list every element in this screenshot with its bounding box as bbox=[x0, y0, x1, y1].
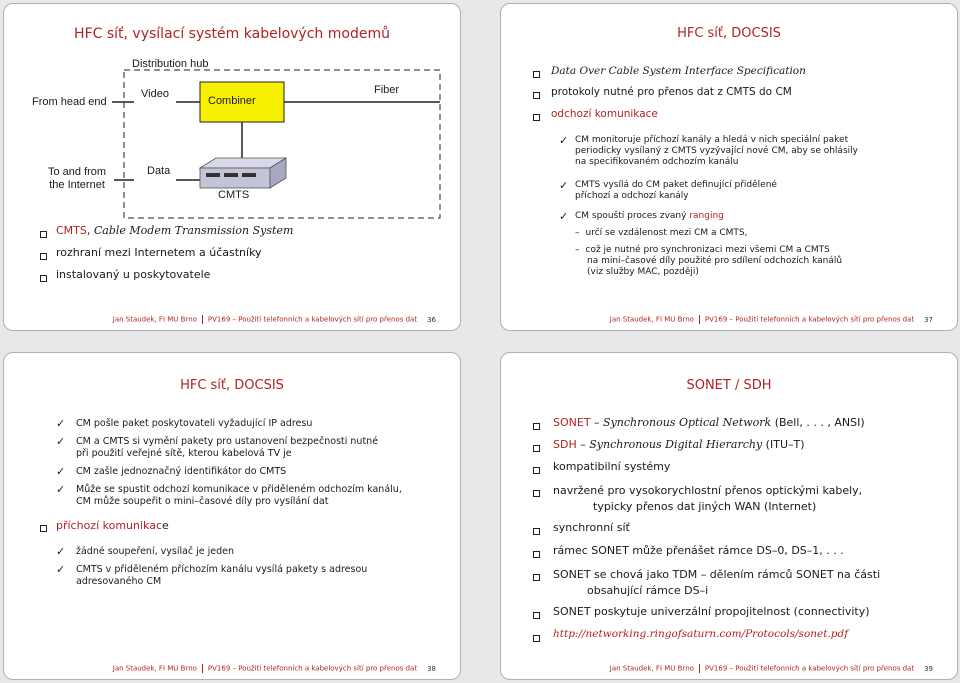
line: SONET se chová jako TDM – dělením rámců SONET na části bbox=[553, 568, 881, 581]
slide-footer bbox=[610, 315, 933, 324]
slide-38 bbox=[3, 352, 461, 680]
square-bullet-icon bbox=[533, 92, 540, 99]
check-icon: ✓ bbox=[56, 417, 66, 430]
line: periodicky vysílaný z CMTS vyzývající nové CM, aby se ohlásily bbox=[575, 146, 858, 156]
cmts-label: CMTS bbox=[218, 189, 250, 201]
list-item: kompatibilní systémy bbox=[553, 460, 671, 473]
video-label: Video bbox=[141, 88, 169, 100]
line: na mini–časové díly použité pro sdílení odchozích kanálů bbox=[587, 256, 843, 266]
sonet-term: SONET bbox=[553, 416, 591, 429]
square-bullet-icon bbox=[533, 114, 540, 121]
page-number: 36 bbox=[427, 315, 436, 324]
check-icon: ✓ bbox=[559, 210, 569, 223]
footer-course: PV169 – Použití telefonních a kabelových sítí pro přenos dat bbox=[207, 315, 418, 324]
dash-item: – což je nutné pro synchronizaci mezi všemi CM a CMTS na mini–časové díly použité pro sdílení odchozích kanálů (viz služby MAC, později) bbox=[575, 245, 843, 277]
line: navržené pro vysokorychlostní přenos optickými kabely, bbox=[553, 484, 863, 497]
check-item bbox=[76, 546, 234, 558]
slide-title: HFC síť, DOCSIS bbox=[677, 26, 781, 41]
check-icon: ✓ bbox=[56, 545, 66, 558]
footer-author: Jan Staudek, FI MU Brno bbox=[112, 664, 197, 673]
footer-author: Jan Staudek, FI MU Brno bbox=[609, 315, 694, 324]
slide-title: SONET / SDH bbox=[686, 378, 772, 393]
list-item bbox=[553, 438, 805, 451]
check-item bbox=[575, 135, 858, 168]
separator: – bbox=[576, 438, 590, 451]
list-item bbox=[553, 567, 880, 599]
line: CM spouští proces zvaný bbox=[575, 211, 690, 221]
list-item: rozhraní mezi Internetem a účastníky bbox=[56, 246, 262, 259]
slide-footer bbox=[113, 664, 436, 673]
check-icon: ✓ bbox=[559, 134, 569, 147]
list-item bbox=[553, 483, 862, 515]
slide-title: HFC síť, vysílací systém kabelových modemů bbox=[74, 26, 390, 42]
line: (ITU–T) bbox=[762, 438, 805, 451]
square-bullet-icon bbox=[533, 445, 540, 452]
line: Může se spustit odchozí komunikace v přiděleném odchozím kanálu, bbox=[76, 484, 402, 495]
list-item bbox=[553, 416, 865, 429]
sdh-expansion: Synchronous Digital Hierarchy bbox=[589, 438, 763, 451]
page-number: 39 bbox=[924, 664, 933, 673]
data-label: Data bbox=[147, 165, 171, 177]
line: CM může soupeřit o mini–časové díly pro vysílání dat bbox=[76, 496, 329, 507]
check-icon: ✓ bbox=[56, 465, 66, 478]
line: CM a CMTS si vymění pakety pro ustanovení bezpečnosti nutné bbox=[76, 436, 379, 447]
check-item bbox=[575, 211, 724, 222]
square-bullet-icon bbox=[40, 275, 47, 282]
list-item: instalovaný u poskytovatele bbox=[56, 268, 211, 281]
sonet-expansion: Synchronous Optical Network bbox=[603, 416, 772, 429]
to-and-from-label bbox=[48, 166, 106, 192]
list-item: SONET poskytuje univerzální propojitelnost (connectivity) bbox=[553, 605, 870, 618]
line: typicky přenos dat jiných WAN (Internet) bbox=[593, 500, 817, 513]
separator: – bbox=[590, 416, 604, 429]
check-icon: ✓ bbox=[56, 563, 66, 576]
line: určí se vzdálenost mezi CM a CMTS, bbox=[585, 228, 748, 238]
list-item: protokoly nutné pro přenos dat z CMTS do CM bbox=[551, 86, 792, 98]
line: příchozí a odchozí kanály bbox=[575, 191, 689, 201]
square-bullet-icon bbox=[533, 612, 540, 619]
fiber-label: Fiber bbox=[374, 84, 400, 96]
prichozi-term: příchozí komunikac bbox=[56, 519, 163, 532]
line: CMTS v přiděleném příchozím kanálu vysílá pakety s adresou bbox=[76, 564, 368, 575]
line: e bbox=[162, 519, 169, 532]
check-icon: ✓ bbox=[56, 483, 66, 496]
cmts-expansion: Cable Modem Transmission System bbox=[93, 224, 294, 237]
line: na specifikovaném odchozím kanálu bbox=[575, 157, 739, 167]
square-bullet-icon bbox=[40, 253, 47, 260]
list-item: rámec SONET může přenášet rámce DS–0, DS–1, . . . bbox=[553, 544, 844, 557]
check-icon: ✓ bbox=[559, 179, 569, 192]
slide-footer bbox=[113, 315, 436, 324]
distribution-hub-label: Distribution hub bbox=[132, 58, 209, 70]
square-bullet-icon bbox=[533, 71, 540, 78]
dash-item: – určí se vzdálenost mezi CM a CMTS, bbox=[575, 228, 748, 238]
footer-author: Jan Staudek, FI MU Brno bbox=[609, 664, 694, 673]
footer-author: Jan Staudek, FI MU Brno bbox=[112, 315, 197, 324]
cmts-device-icon bbox=[200, 158, 286, 188]
check-item bbox=[575, 180, 777, 202]
line: CM monitoruje příchozí kanály a hledá v nich speciální paket bbox=[575, 135, 849, 145]
line: adresovaného CM bbox=[76, 576, 162, 587]
line: žádné soupeření, vysílač je jeden bbox=[76, 546, 235, 557]
footer-course: PV169 – Použití telefonních a kabelových sítí pro přenos dat bbox=[704, 315, 915, 324]
sdh-term: SDH bbox=[553, 438, 577, 451]
square-bullet-icon bbox=[533, 467, 540, 474]
line: CM pošle paket poskytovateli vyžadující IP adresu bbox=[76, 418, 313, 429]
list-item bbox=[56, 224, 293, 237]
combiner-label: Combiner bbox=[208, 95, 256, 107]
slide-title: HFC síť, DOCSIS bbox=[180, 378, 284, 393]
cmts-term: CMTS bbox=[56, 224, 87, 237]
check-icon: ✓ bbox=[56, 435, 66, 448]
line: při použití veřejné sítě, kterou kabelová TV je bbox=[76, 448, 292, 459]
to-and-from-line1: To and from bbox=[48, 166, 107, 178]
check-item bbox=[76, 564, 367, 588]
list-item: odchozí komunikace bbox=[551, 108, 658, 120]
square-bullet-icon bbox=[40, 231, 47, 238]
slide-39 bbox=[500, 352, 958, 680]
square-bullet-icon bbox=[533, 635, 540, 642]
line: CMTS vysílá do CM paket definující přidělené bbox=[575, 180, 777, 190]
ranging-term: ranging bbox=[689, 211, 724, 221]
list-item: synchronní síť bbox=[553, 521, 630, 534]
slide-36 bbox=[3, 3, 461, 331]
page-number: 38 bbox=[427, 664, 436, 673]
line: (Bell, . . . , ANSI) bbox=[771, 416, 865, 429]
list-item bbox=[56, 519, 169, 532]
check-item bbox=[76, 484, 402, 508]
slide-footer bbox=[610, 664, 933, 673]
square-bullet-icon bbox=[533, 528, 540, 535]
line: obsahující rámce DS–i bbox=[587, 584, 709, 597]
separator: , bbox=[86, 224, 94, 237]
square-bullet-icon bbox=[533, 551, 540, 558]
check-item bbox=[76, 436, 378, 460]
square-bullet-icon bbox=[533, 574, 540, 581]
sonet-link[interactable]: http://networking.ringofsaturn.com/Protocols/sonet.pdf bbox=[553, 628, 849, 640]
check-item bbox=[76, 466, 286, 478]
list-item: Data Over Cable System Interface Specification bbox=[551, 65, 806, 77]
square-bullet-icon bbox=[40, 525, 47, 532]
check-item bbox=[76, 418, 312, 430]
footer-course: PV169 – Použití telefonních a kabelových sítí pro přenos dat bbox=[704, 664, 915, 673]
to-and-from-line2: the Internet bbox=[49, 179, 105, 191]
square-bullet-icon bbox=[533, 423, 540, 430]
slide-37 bbox=[500, 3, 958, 331]
page-number: 37 bbox=[924, 315, 933, 324]
line: což je nutné pro synchronizaci mezi všemi CM a CMTS bbox=[585, 245, 830, 255]
line: CM zašle jednoznačný identifikátor do CMTS bbox=[76, 466, 287, 477]
line: (viz služby MAC, později) bbox=[587, 267, 699, 277]
square-bullet-icon bbox=[533, 490, 540, 497]
from-head-end-label: From head end bbox=[32, 96, 107, 108]
footer-course: PV169 – Použití telefonních a kabelových sítí pro přenos dat bbox=[207, 664, 418, 673]
